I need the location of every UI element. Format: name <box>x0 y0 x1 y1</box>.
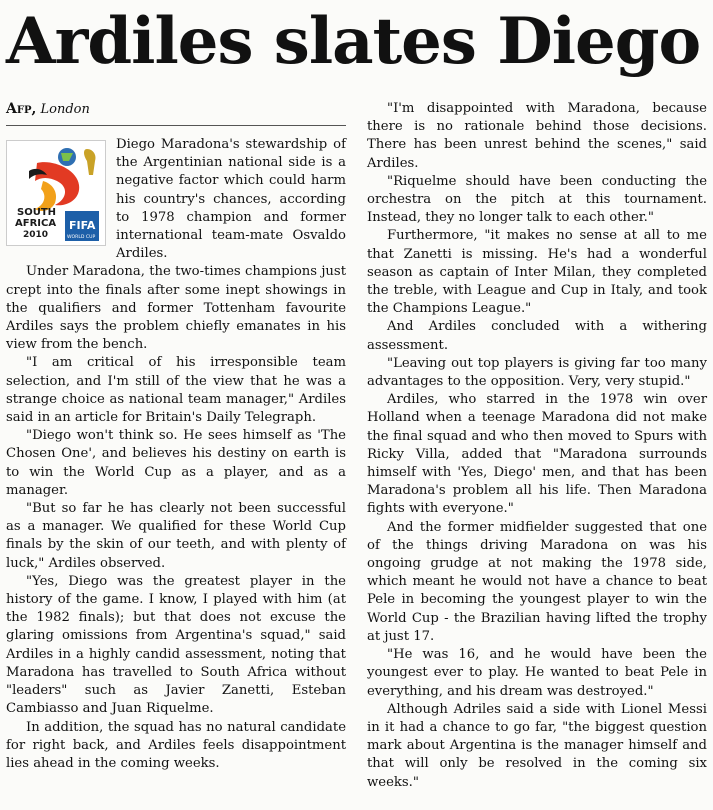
paragraph: Although Adriles said a side with Lionel Messi in it had a chance to go far, "the biggest question mark about Argentina is the manager himself and that will only be resolved in the coming six weeks." <box>367 701 707 790</box>
logo-fifa: FIFA <box>69 219 96 232</box>
paragraph: Under Maradona, the two-times champions just crept into the finals after some inept showings in the qualifiers and former Tottenham favourite Ardiles says the problem chiefly emanates in his view from the bench. <box>6 264 346 353</box>
paragraph: "Yes, Diego was the greatest player in the history of the game. I know, I played with him (at the 1982 finals); but that does not excuse the glaring omissions from Argentina's squad," said Ardiles in a highly candid assessment, noting that Maradona has travelled to South Africa without "leaders" such as Javier Zanetti, Esteban Cambiasso and Juan Riquelme. <box>6 573 346 717</box>
paragraph: Diego Maradona's stewardship of the Argentinian national side is a negative factor which could harm his country's chances, according to 1978 champion and former international team-mate Osvaldo Ardiles. <box>116 137 346 262</box>
paragraph: "I am critical of his irresponsible team selection, and I'm still of the view that he was a strange choice as national team manager," Ardiles said in an article for Britain's Daily Telegraph. <box>6 355 346 426</box>
paragraph: "Leaving out top players is giving far too many advantages to the opposition. Very, very stupid." <box>367 355 707 390</box>
byline-agency: Afp, <box>6 101 37 117</box>
byline-place: London <box>40 102 90 117</box>
paragraph: "He was 16, and he would have been the youngest ever to play. He wanted to beat Pele in everything, and his dream was destroyed." <box>367 647 707 699</box>
logo-fifa-sub: WORLD CUP <box>67 235 96 240</box>
paragraph: Furthermore, "it makes no sense at all to me that Zanetti is missing. He's had a wonderful season as captain of Inter Milan, they completed the treble, with League and Cup in Italy, and took the Champions League." <box>367 228 707 317</box>
world-cup-logo-icon <box>6 140 106 246</box>
paragraph: In addition, the squad has no natural candidate for right back, and Ardiles feels disappointment lies ahead in the coming weeks. <box>6 719 346 771</box>
paragraph: "Riquelme should have been conducting the orchestra on the pitch at this tournament. Instead, they no longer talk to each other." <box>367 173 707 226</box>
paragraph: "Diego won't think so. He sees himself as 'The Chosen One', and believes his destiny on earth is to win the World Cup as a player, and as a manager. <box>6 428 346 498</box>
left-column <box>6 100 346 773</box>
paragraph: "I'm disappointed with Maradona, because there is no rationale behind those decisions. There has been unrest behind the scenes," said Ardiles. <box>367 101 707 171</box>
right-column <box>367 100 707 792</box>
paragraph: "But so far he has clearly not been successful as a manager. We qualified for these World Cup finals by the skin of our teeth, and with plenty of luck," Ardiles observed. <box>6 501 346 571</box>
logo-year: 2010 <box>23 230 49 240</box>
logo-line2: AFRICA <box>15 218 57 229</box>
logo-line1: SOUTH <box>17 207 57 218</box>
paragraph: And Ardiles concluded with a withering assessment. <box>367 319 707 353</box>
paragraph: Ardiles, who starred in the 1978 win over Holland when a teenage Maradona did not make the final squad and who then moved to Spurs with Ricky Villa, added that "Maradona surrounds himself with 'Yes, Diego' men, and that has been Maradona's problem all his life. Then Maradona fights with everyone." <box>367 392 707 517</box>
headline: Ardiles slates Diego <box>6 4 701 79</box>
paragraph: And the former midfielder suggested that one of the things driving Maradona on was his ongoing grudge at not making the 1978 side, which meant he would not have a chance to beat Pele in becoming the youngest player to win the World Cup - the Brazilian having lifted the trophy at just 17. <box>367 519 707 644</box>
byline <box>6 100 346 126</box>
